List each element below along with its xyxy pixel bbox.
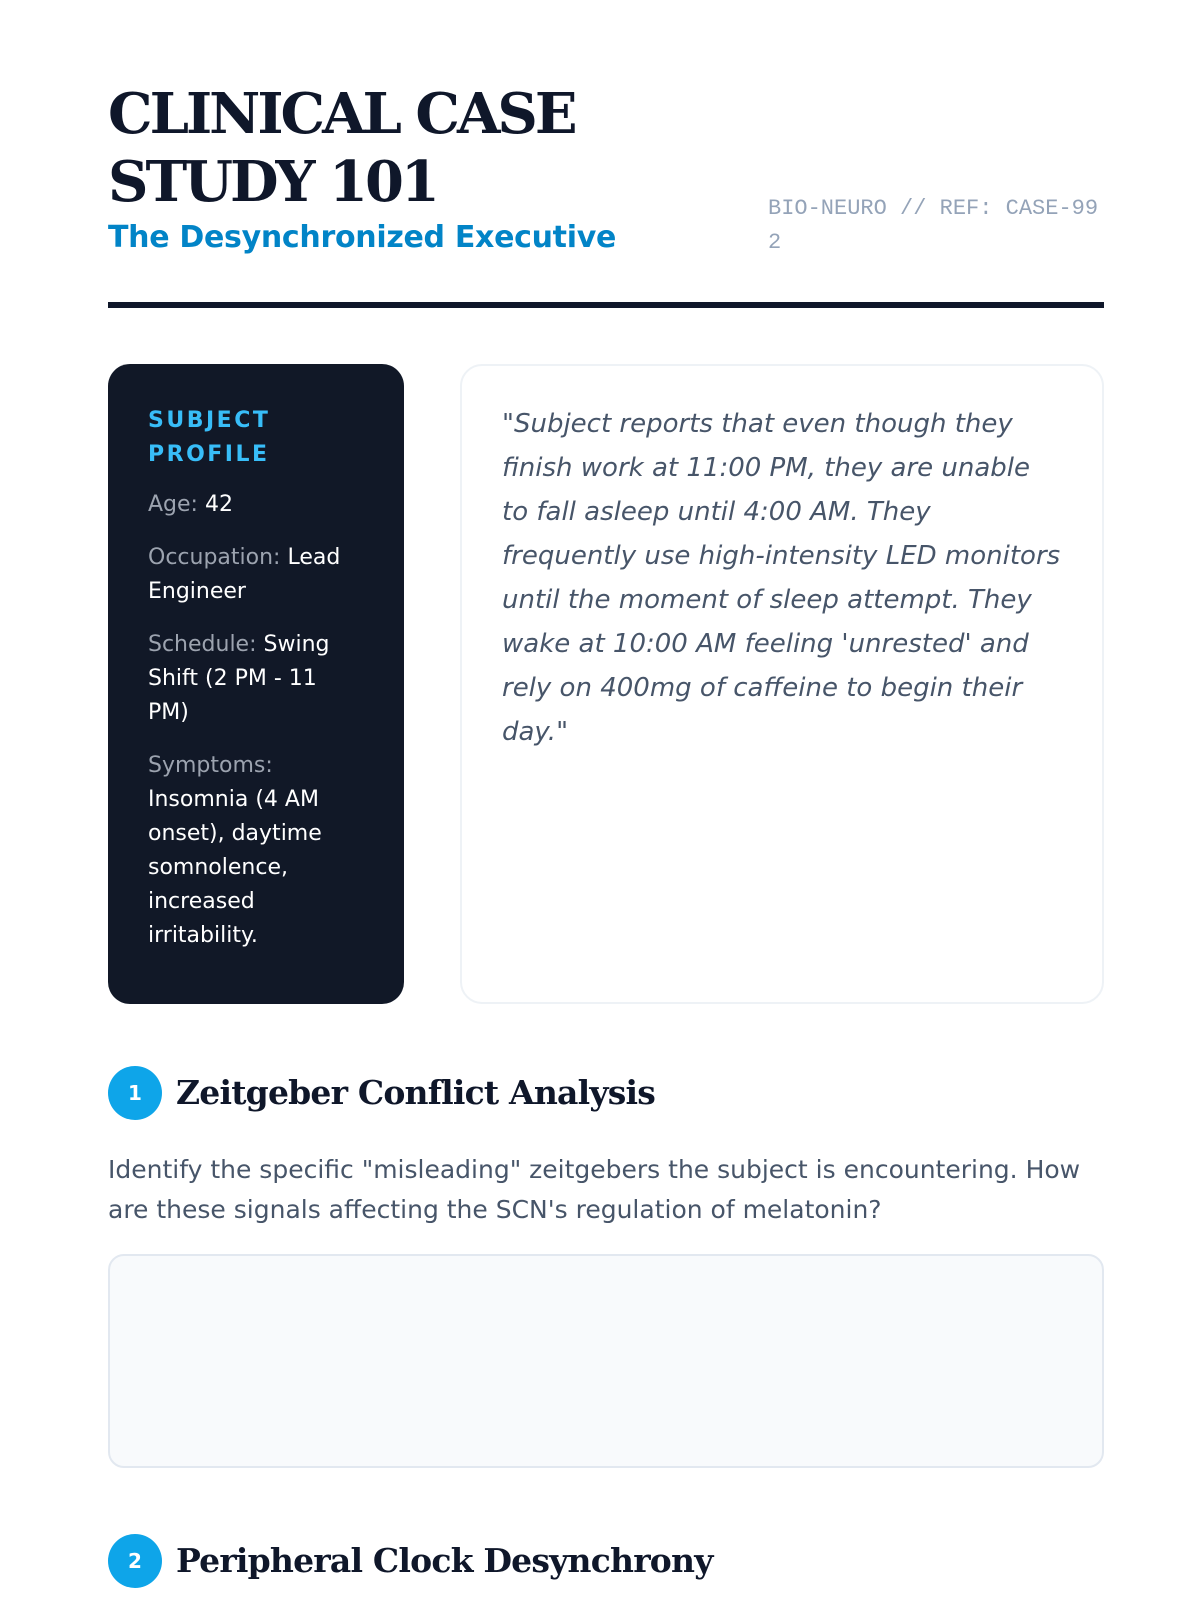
subject-profile-card: [108, 364, 404, 1004]
reference-code: BIO-NEURO // REF: CASE-992: [768, 196, 1099, 255]
page-header: [108, 0, 1104, 310]
profile-age: [148, 488, 364, 522]
answer-input-box[interactable]: [108, 1254, 1104, 1468]
profile-symptoms: [148, 749, 364, 953]
page-subtitle: The Desynchronized Executive: [108, 220, 617, 255]
case-quote-text: "Subject reports that even though they finish work at 11:00 PM, they are unable to fall asleep until 4:00 AM. They frequently use high-intensity LED monitors until the moment of sleep attempt. They wake at 10:00 AM feeling 'unrested' and rely on 400mg of caffeine to begin their day.": [502, 409, 1061, 747]
page-title: CLINICAL CASE STUDY 101: [108, 81, 575, 215]
profile-symptoms-label: Symptoms:: [148, 753, 273, 778]
profile-age-value: 42: [204, 492, 233, 517]
profile-schedule-value: Swing Shift (2 PM - 11 PM): [148, 632, 330, 725]
step-number-badge: 1: [108, 1066, 162, 1120]
profile-occupation-label: Occupation:: [148, 545, 281, 570]
profile-age-label: Age:: [148, 492, 198, 517]
profile-occupation: [148, 541, 364, 609]
profile-symptoms-value: Insomnia (4 AM onset), daytime somnolence, increased irritability.: [148, 787, 322, 948]
subject-profile-heading: SUBJECT PROFILE: [148, 408, 271, 467]
worksheet-page: [108, 0, 1104, 1580]
question-prompt: Identify the specific "misleading" zeitgebers the subject is encountering. How are these signals affecting the SCN's regulation of melatonin?: [108, 1155, 1081, 1224]
question-title: Zeitgeber Conflict Analysis: [176, 1073, 656, 1112]
question-title: Peripheral Clock Desynchrony: [176, 1541, 713, 1580]
case-quote-card: [460, 364, 1104, 1004]
profile-schedule-label: Schedule:: [148, 632, 257, 657]
profile-occupation-value: Lead Engineer: [148, 545, 341, 604]
profile-schedule: [148, 628, 364, 730]
header-divider: [108, 302, 1104, 308]
step-number-badge: 2: [108, 1534, 162, 1588]
